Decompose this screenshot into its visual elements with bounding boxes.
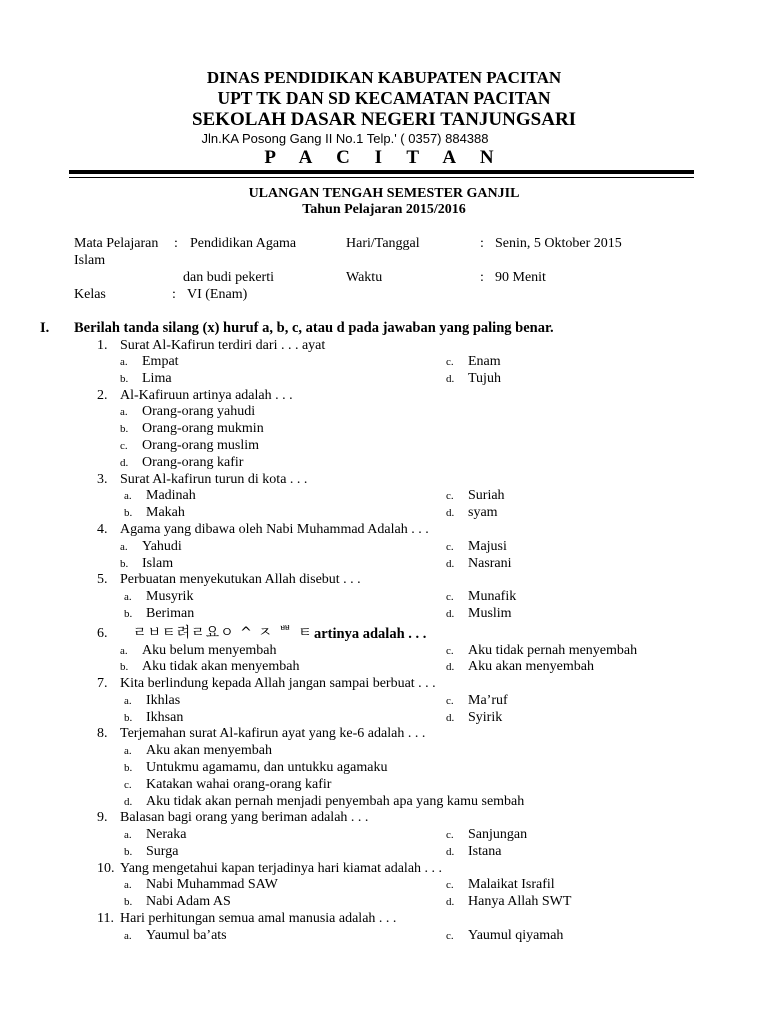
option-d: d. Tujuh xyxy=(446,371,501,386)
question-text: Surat Al-kafirun turun di kota . . . xyxy=(120,472,308,487)
header-divider-thick xyxy=(69,170,694,174)
question-number: 7. xyxy=(97,676,108,691)
option-b: b. Orang-orang mukmin xyxy=(120,421,264,436)
option-c: c. Ma’ruf xyxy=(446,693,508,708)
option-d: d. Syirik xyxy=(446,710,503,725)
time-value: 90 Menit xyxy=(495,270,546,285)
date-value: Senin, 5 Oktober 2015 xyxy=(495,236,622,251)
option-d: d. Hanya Allah SWT xyxy=(446,894,572,909)
option-c: c. Munafik xyxy=(446,589,517,604)
time-colon: : xyxy=(480,270,484,285)
option-a: a. Aku akan menyembah xyxy=(124,743,272,758)
question-number: 8. xyxy=(97,726,108,741)
option-a: a. Empat xyxy=(120,354,179,369)
subject-value-cont: Islam xyxy=(74,253,106,268)
question-number: 9. xyxy=(97,810,108,825)
question-text: Al-Kafiruun artinya adalah . . . xyxy=(120,388,293,403)
arabic-verse-glyph: ㄹㅂㅌ려ㄹ요ㅇ ^ ㅈ ᄈ ㅌ xyxy=(133,625,313,641)
question-text: Agama yang dibawa oleh Nabi Muhammad Adalah . . . xyxy=(120,522,429,537)
option-a: a. Ikhlas xyxy=(124,693,181,708)
option-b: b. Surga xyxy=(124,844,179,859)
option-b: b. Ikhsan xyxy=(124,710,184,725)
class-value: VI (Enam) xyxy=(187,287,248,302)
option-a: a. Madinah xyxy=(124,488,196,503)
option-c: c. Majusi xyxy=(446,539,507,554)
class-colon: : xyxy=(172,287,176,302)
question-text: Hari perhitungan semua amal manusia adalah . . . xyxy=(120,911,397,926)
option-d: d. Orang-orang kafir xyxy=(120,455,244,470)
option-d: d. syam xyxy=(446,505,498,520)
option-b: b. Islam xyxy=(120,556,174,571)
option-b: b. Lima xyxy=(120,371,172,386)
option-a: a. Nabi Muhammad SAW xyxy=(124,877,278,892)
question-text: Kita berlindung kepada Allah jangan sampai berbuat . . . xyxy=(120,676,436,691)
option-b: b. Nabi Adam AS xyxy=(124,894,231,909)
option-b: b. Beriman xyxy=(124,606,195,621)
option-c: c. Katakan wahai orang-orang kafir xyxy=(124,777,332,792)
option-d: d. Aku tidak akan pernah menjadi penyembah apa yang kamu sembah xyxy=(124,794,525,809)
option-a: a. Musyrik xyxy=(124,589,194,604)
city-title: P A C I T A N xyxy=(264,147,504,168)
school-address: Jln.KA Posong Gang II No.1 Telp.' ( 0357) 884388 xyxy=(201,131,489,146)
section-instruction: Berilah tanda silang (x) huruf a, b, c, atau d pada jawaban yang paling benar. xyxy=(74,320,554,336)
option-a: a. Orang-orang yahudi xyxy=(120,404,256,419)
exam-title: ULANGAN TENGAH SEMESTER GANJIL xyxy=(248,186,520,201)
date-label: Hari/Tanggal xyxy=(346,236,420,251)
option-b: b. Aku tidak akan menyembah xyxy=(120,659,300,674)
date-colon: : xyxy=(480,236,484,251)
option-b: b. Makah xyxy=(124,505,185,520)
question-number: 5. xyxy=(97,572,108,587)
question-number: 11. xyxy=(97,911,114,926)
subject-label: Mata Pelajaran xyxy=(74,236,159,251)
option-c: c. Suriah xyxy=(446,488,505,503)
subject-value-line2: dan budi pekerti xyxy=(183,270,274,285)
question-number: 10. xyxy=(97,861,115,876)
option-c: c. Sanjungan xyxy=(446,827,528,842)
question-text: Yang mengetahui kapan terjadinya hari kiamat adalah . . . xyxy=(120,861,443,876)
option-b: b. Untukmu agamamu, dan untukku agamaku xyxy=(124,760,388,775)
question-number: 2. xyxy=(97,388,108,403)
class-label: Kelas xyxy=(74,287,106,302)
option-c: c. Yaumul qiyamah xyxy=(446,928,564,943)
subject-colon: : xyxy=(174,236,178,251)
option-c: c. Orang-orang muslim xyxy=(120,438,260,453)
option-a: a. Aku belum menyembah xyxy=(120,643,277,658)
option-d: d. Muslim xyxy=(446,606,512,621)
option-d: d. Aku akan menyembah xyxy=(446,659,594,674)
question-number: 6. xyxy=(97,626,108,641)
question-text: Perbuatan menyekutukan Allah disebut . . . xyxy=(120,572,361,587)
exam-year: Tahun Pelajaran 2015/2016 xyxy=(302,202,466,217)
question-number: 1. xyxy=(97,338,108,353)
question-number: 4. xyxy=(97,522,108,537)
school-title: SEKOLAH DASAR NEGERI TANJUNGSARI xyxy=(191,109,577,130)
option-c: c. Malaikat Israfil xyxy=(446,877,555,892)
header-divider-thin xyxy=(69,177,694,178)
question-text: Balasan bagi orang yang beriman adalah . . . xyxy=(120,810,369,825)
agency-title: DINAS PENDIDIKAN KABUPATEN PACITAN xyxy=(206,68,562,87)
question-text: Surat Al-Kafirun terdiri dari . . . ayat xyxy=(120,338,326,353)
option-d: d. Nasrani xyxy=(446,556,512,571)
question-number: 3. xyxy=(97,472,108,487)
option-c: c. Enam xyxy=(446,354,501,369)
option-c: c. Aku tidak pernah menyembah xyxy=(446,643,638,658)
office-title: UPT TK DAN SD KECAMATAN PACITAN xyxy=(217,88,551,108)
option-a: a. Neraka xyxy=(124,827,187,842)
option-a: a. Yahudi xyxy=(120,539,182,554)
question-text: Terjemahan surat Al-kafirun ayat yang ke-6 adalah . . . xyxy=(120,726,426,741)
time-label: Waktu xyxy=(346,270,383,285)
subject-value: Pendidikan Agama xyxy=(190,236,297,251)
section-number: I. xyxy=(40,320,50,336)
option-a: a. Yaumul ba’ats xyxy=(124,928,227,943)
question-text: artinya adalah . . . xyxy=(314,626,427,642)
option-d: d. Istana xyxy=(446,844,502,859)
